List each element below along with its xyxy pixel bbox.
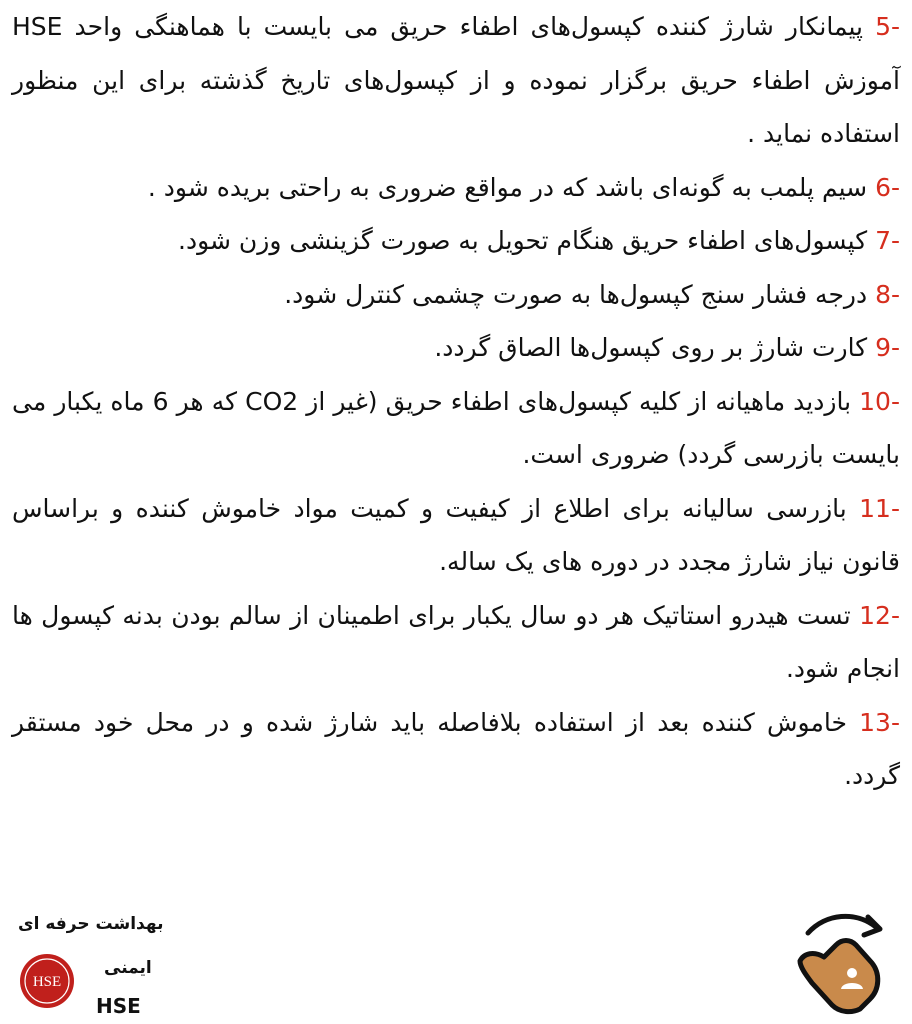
- item-text: بازرسی سالیانه برای اطلاع از کیفیت و کمیت مواد خاموش کننده و براساس قانون نیاز شارژ مجدد در دوره های یک ساله.: [12, 493, 900, 576]
- item-number: -11: [859, 493, 900, 523]
- item-number: -6: [875, 172, 900, 202]
- list-item-10: [12, 375, 900, 482]
- item-number: -7: [875, 226, 900, 255]
- item-number: -10: [859, 386, 900, 416]
- item-text: خاموش کننده بعد از استفاده بلافاصله باید شارژ شده و در محل خود مستقر گردد.: [12, 707, 900, 790]
- list-item-7: [12, 214, 900, 268]
- list-item-9: [12, 321, 900, 375]
- list-item-12: [12, 589, 900, 696]
- hse-logo-icon: [18, 952, 76, 1010]
- item-number: -5: [875, 12, 900, 41]
- branding-title: بهداشت حرفه ای: [18, 914, 164, 934]
- list-item-6: [12, 161, 900, 215]
- item-number: -13: [859, 707, 900, 737]
- item-number: -9: [875, 333, 900, 362]
- item-number: -8: [875, 279, 900, 309]
- branding-subtitle: ایمنی: [104, 958, 152, 978]
- item-text: درجه فشار سنج کپسول‌ها به صورت چشمی کنترل شود.: [284, 279, 868, 309]
- item-text: کپسول‌های اطفاء حریق هنگام تحویل به صورت گزینشی وزن شود.: [178, 226, 868, 255]
- item-text: پیمانکار شارژ کننده کپسول‌های اطفاء حریق می بایست با هماهنگی واحد HSE آموزش اطفاء حریق برگزار نموده و از کپسول‌های تاریخ گذشته برای این منظور استفاده نماید .: [12, 12, 900, 148]
- list-item-11: [12, 482, 900, 589]
- list-item-13: [12, 696, 900, 803]
- list-item-5: [12, 0, 900, 161]
- list-item-8: [12, 268, 900, 322]
- logo-text: HSE: [32, 974, 62, 990]
- item-text: سیم پلمب به گونه‌ای باشد که در مواقع ضروری به راحتی بریده شود .: [147, 172, 868, 202]
- item-number: -12: [859, 600, 900, 630]
- branding-hse: HSE: [96, 994, 141, 1018]
- swipe-hand-icon: [790, 905, 890, 1015]
- item-text: تست هیدرو استاتیک هر دو سال یکبار برای اطمینان از سالم بودن بدنه کپسول ها انجام شود.: [12, 600, 900, 683]
- item-text: کارت شارژ بر روی کپسول‌ها الصاق گردد.: [434, 333, 868, 362]
- channel-branding: [0, 900, 200, 1024]
- document-body: [12, 0, 900, 803]
- item-text: بازدید ماهیانه از کلیه کپسول‌های اطفاء حریق (غیر از CO2 که هر 6 ماه یکبار می بایست بازرسی گردد) ضروری است.: [12, 386, 900, 469]
